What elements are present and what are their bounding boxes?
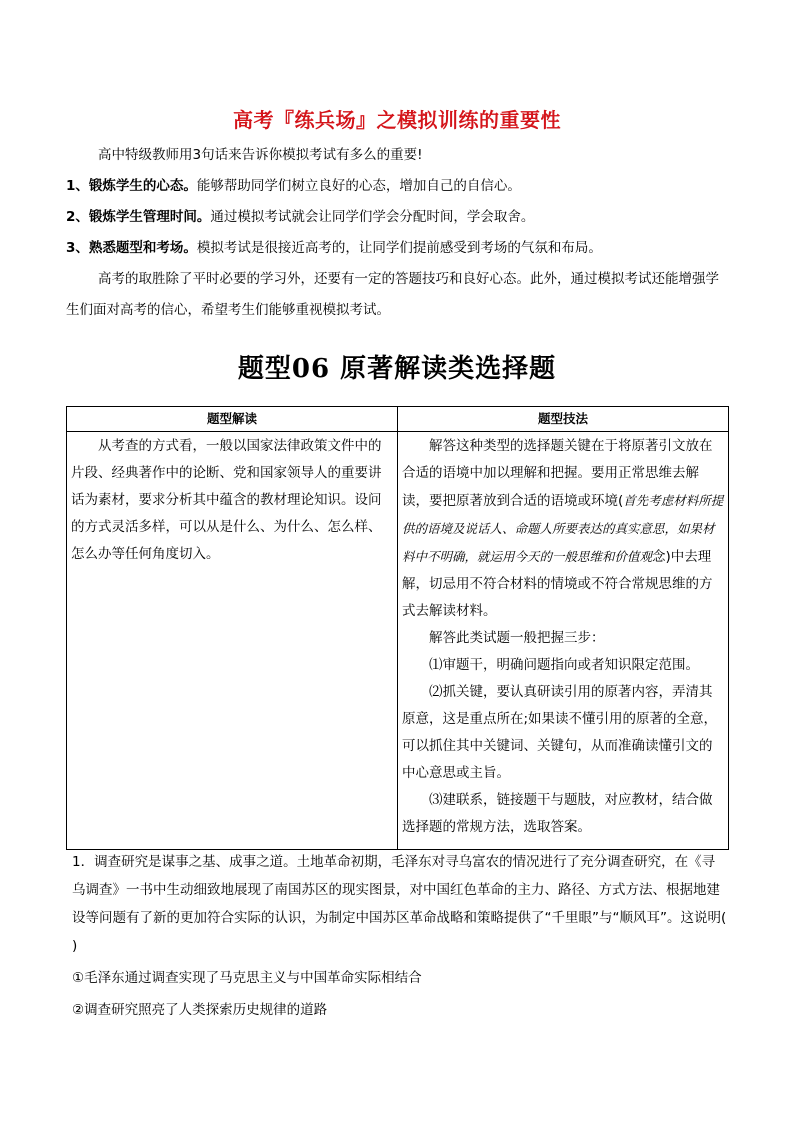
column-header-technique: 题型技法 [398,407,729,432]
technique-text: 解答这种类型的选择题关键在于将原著引文放在合适的语境中加以理解和把握。要用正常思维去解读，要把原著放到合适的语境或环境( [402,438,713,509]
column-header-interpretation: 题型解读 [67,407,398,432]
technique-paragraph-1 [402,433,724,625]
section-title: 题型06 原著解读类选择题 [237,354,557,384]
point-text: 通过模拟考试就会让同学们学会分配时间，学会取舍。 [210,209,535,225]
point-number: 2、 [66,209,89,225]
point-number: 1、 [66,178,89,194]
point-text: 模拟考试是很接近高考的，让同学们提前感受到考场的气氛和布局。 [196,240,602,256]
technique-step-1: ⑴审题干，明确问题指向或者知识限定范围。 [429,657,699,673]
point-heading: 锻炼学生管理时间。 [88,209,211,225]
technique-paragraph-2: 解答此类试题一般把握三步： [429,630,605,646]
interpretation-text: 从考查的方式看，一般以国家法律政策文件中的片段、经典著作中的论断、党和国家领导人的重要讲话为素材，要求分析其中蕴含的教材理论知识。设问的方式灵活多样，可以从是什么、为什么、怎么样、怎么办等任何角度切入。 [71,438,382,562]
page-title: 高考『练兵场』之模拟训练的重要性 [233,108,561,132]
intro-point-1 [66,171,728,202]
point-text: 能够帮助同学们树立良好的心态，增加自己的自信心。 [196,178,521,194]
table-body-row [67,432,729,850]
point-heading: 锻炼学生的心态。 [88,178,197,194]
method-table [66,406,729,850]
question-option-2: ②调查研究照亮了人类探索历史规律的道路 [72,1002,328,1018]
table-header-row [67,407,729,432]
point-heading: 熟悉题型和考场。 [88,240,197,256]
intro-point-2 [66,202,728,233]
intro-point-3 [66,233,728,264]
intro-closing: 高考的取胜除了平时必要的学习外，还要有一定的答题技巧和良好心态。此外，通过模拟考试还能增强学生们面对高考的信心，希望考生们能够重视模拟考试。 [66,271,719,318]
technique-text: 念)中去理解，切忌用不符合材料的情境或不符合常规思维的方式去解读材料。 [402,549,713,619]
technique-step-2: ⑵抓关键，要认真研读引用的原著内容，弄清其原意，这是重点所在;如果读不懂引用的原著的全意，可以抓住其中关键词、关键句，从而准确读懂引文的中心意思或主旨。 [402,684,718,781]
technique-cell [398,432,729,850]
intro-lead: 高中特级教师用3句话来告诉你模拟考试有多么的重要! [98,147,423,163]
technique-note: 首先考虑材料所提供的语境及说话人、命题人所要表达的真实意思，如果材料中不明确，就运用今天的一般思维和价值观 [402,493,724,564]
question-block [72,848,728,1024]
question-option-1: ①毛泽东通过调查实现了马克思主义与中国革命实际相结合 [72,970,422,986]
question-stem: 1．调查研究是谋事之基、成事之道。土地革命初期，毛泽东对寻乌富农的情况进行了充分调查研究，在《寻乌调查》一书中生动细致地展现了南国苏区的现实图景，对中国红色革命的主力、路径、方式方法、根据地建设等问题有了新的更加符合实际的认识，为制定中国苏区革命战略和策略提供了“千里眼”与“顺风耳”。这说明( ) [72,854,727,954]
point-number: 3、 [66,240,89,256]
technique-step-3: ⑶建联系，链接题干与题肢，对应教材，结合做选择题的常规方法，选取答案。 [402,792,713,835]
interpretation-cell [67,432,398,850]
intro-block [66,140,728,326]
